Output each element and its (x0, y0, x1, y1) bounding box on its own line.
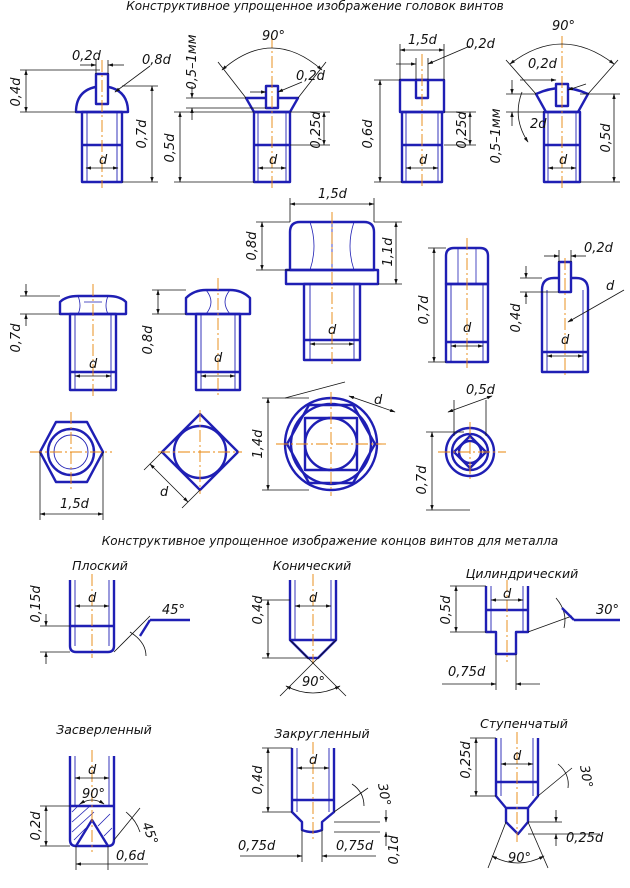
round-head-screw (9, 49, 172, 188)
dim-0-8d: 0,8d (245, 231, 260, 261)
dim-0-5d: 0,5d (163, 133, 178, 163)
angle-90: 90° (262, 29, 286, 44)
caption-stepped: Ступенчатый (480, 716, 568, 731)
dim-0-5d: 0,5d (466, 383, 495, 398)
cylindrical-head-screw (361, 33, 496, 188)
dim-0-4d: 0,4d (251, 765, 266, 795)
dim-0-7d: 0,7d (415, 465, 430, 495)
drilled-end (29, 722, 160, 870)
dim-0-5d: 0,5d (439, 595, 454, 625)
title-ends: Конструктивное упрощенное изображение концов винтов для металла (101, 534, 559, 548)
dim-0-5d: 0,5d (599, 123, 614, 153)
dim-d: d (88, 591, 97, 606)
dim-0-5-1mm: 0,5–1мм (185, 34, 200, 90)
dim-0-6d: 0,6d (116, 849, 145, 864)
dim-0-75d: 0,75d (238, 839, 276, 854)
angle-90: 90° (508, 851, 532, 866)
caption-rounded: Закругленный (274, 726, 370, 741)
countersunk-head-screw (163, 29, 330, 188)
angle-30: 30° (374, 782, 393, 808)
angle-30: 30° (576, 764, 595, 790)
caption-conical: Конический (272, 558, 352, 573)
dim-0-6d: 0,6d (361, 119, 376, 149)
dim-d: d (214, 351, 223, 366)
dim-0-1d: 0,1d (387, 835, 402, 865)
hex-top-view (30, 412, 112, 520)
dim-0-2d: 0,2d (466, 37, 495, 52)
dim-0-25d: 0,25d (455, 111, 470, 149)
rounded-end (238, 726, 402, 864)
dim-1-5d: 1,5d (60, 497, 89, 512)
dim-d: d (88, 763, 97, 778)
dim-d: d (606, 279, 615, 294)
dim-d: d (374, 393, 383, 408)
angle-45: 45° (162, 603, 186, 618)
square-top-view (144, 410, 242, 508)
caption-cylindrical: Цилиндрический (465, 566, 579, 581)
dim-0-8d: 0,8d (142, 53, 171, 68)
dim-d: d (309, 753, 318, 768)
angle-45: 45° (138, 820, 161, 848)
dim-1-1d: 1,1d (381, 237, 396, 267)
dim-0-15d: 0,15d (29, 585, 44, 623)
dim-d: d (269, 153, 278, 168)
hex-head-screw (9, 284, 126, 396)
slotted-set-screw (509, 241, 624, 378)
angle-90: 90° (82, 787, 106, 802)
cylindrical-end (439, 566, 620, 690)
dim-0-7d: 0,7d (135, 119, 150, 149)
dim-d: d (561, 333, 570, 348)
dim-d: d (463, 321, 472, 336)
dim-0-25d: 0,25d (566, 831, 604, 846)
hex-head-with-washer-screw (245, 187, 402, 366)
conical-end (251, 558, 351, 696)
title-heads: Конструктивное упрощенное изображение головок винтов (126, 0, 504, 13)
dim-d: d (99, 153, 108, 168)
dim-0-25d: 0,25d (459, 741, 474, 779)
square-neck-screw (417, 238, 488, 368)
dim-d: d (503, 587, 512, 602)
caption-flat: Плоский (72, 558, 128, 573)
dim-d: d (160, 485, 169, 500)
dim-d: d (419, 153, 428, 168)
dim-0-7d: 0,7d (417, 295, 432, 325)
angle-30: 30° (596, 603, 620, 618)
dim-d: d (513, 749, 522, 764)
dim-0-4d: 0,4d (251, 595, 266, 625)
dim-d: d (328, 323, 337, 338)
small-square-top-view (415, 383, 506, 510)
dim-0-4d: 0,4d (509, 303, 524, 333)
dim-0-2d: 0,2d (29, 811, 44, 841)
dim-0-2d: 0,2d (72, 49, 101, 64)
dim-1-4d: 1,4d (251, 429, 266, 459)
square-head-screw (141, 278, 250, 396)
dim-d: d (559, 153, 568, 168)
dim-0-2d: 0,2d (528, 57, 557, 72)
raised-countersunk-head-screw (489, 19, 620, 188)
dim-1-5d: 1,5d (318, 187, 347, 202)
angle-90: 90° (552, 19, 576, 34)
hex-washer-top-view (251, 382, 395, 496)
angle-90: 90° (302, 675, 326, 690)
dim-d: d (309, 591, 318, 606)
caption-drilled: Засверленный (56, 722, 152, 737)
dim-0-2d: 0,2d (296, 69, 325, 84)
dim-0-2d: 0,2d (584, 241, 613, 256)
flat-end (29, 558, 190, 664)
dim-0-75d: 0,75d (336, 839, 374, 854)
dim-0-4d: 0,4d (9, 77, 24, 107)
dim-d: d (89, 357, 98, 372)
dim-0-7d: 0,7d (9, 323, 24, 353)
dim-0-25d: 0,25d (309, 111, 324, 149)
dim-0-8d: 0,8d (141, 325, 156, 355)
dim-0-75d: 0,75d (448, 665, 486, 680)
stepped-end (459, 716, 604, 868)
dim-0-5-1mm: 0,5–1мм (489, 108, 504, 164)
dim-2d: 2d (530, 117, 547, 132)
dim-1-5d: 1,5d (408, 33, 437, 48)
